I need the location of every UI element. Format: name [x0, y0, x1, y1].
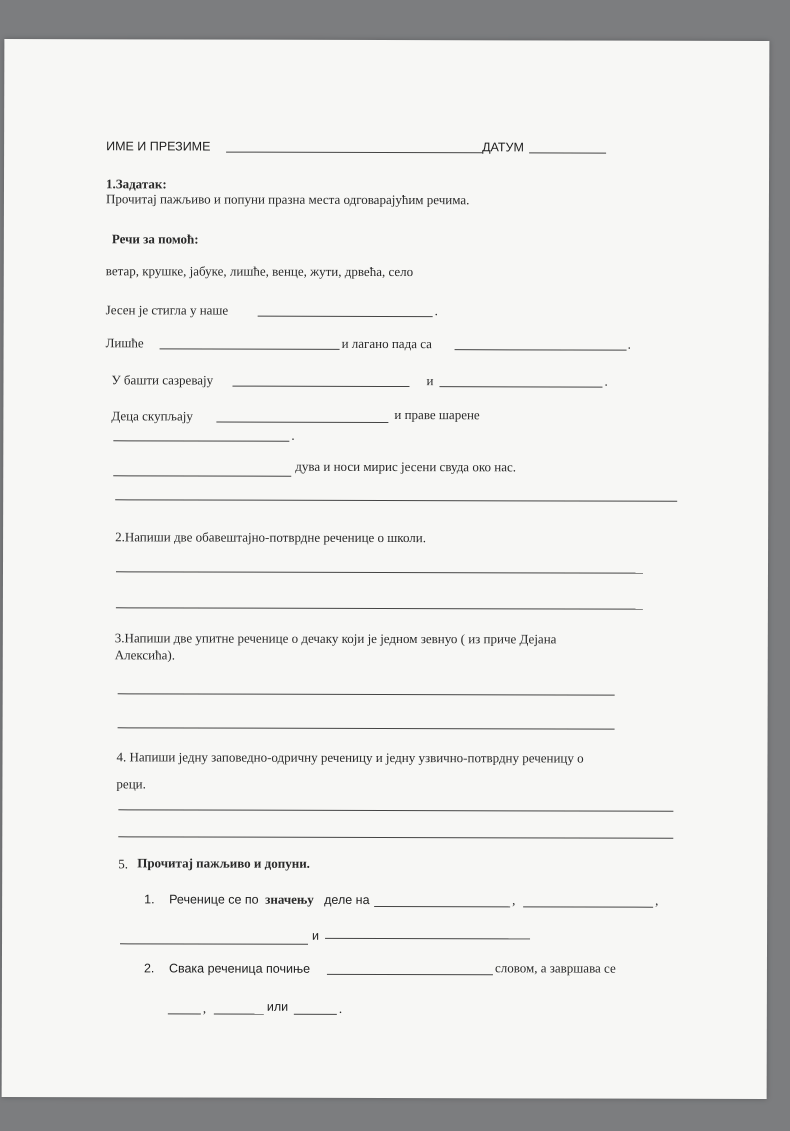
- task5-item1-and: и: [312, 928, 320, 943]
- sentence5-text: дува и носи мирис јесени свуда око нас.: [295, 458, 517, 475]
- worksheet-page: [2, 39, 770, 1099]
- sentence3-dot: .: [604, 373, 608, 389]
- task5-item1-comma-2: ,: [655, 892, 659, 908]
- task5-item2-dot: .: [338, 1000, 343, 1016]
- help-words-heading: Речи за помоћ:: [111, 231, 199, 247]
- task5-item2-text-a: Свака реченица почиње: [168, 961, 311, 976]
- task3-answer-line-1[interactable]: [118, 693, 615, 695]
- sentence4-blank-2[interactable]: [113, 440, 289, 441]
- task5-item2-blank-3[interactable]: [214, 1014, 264, 1015]
- sentence1-text: Јесен је стигла у наше: [105, 302, 229, 318]
- task3-text-line1: 3.Напиши две упитне реченице о дечаку који је једном зевнуо ( из приче Дејана: [114, 630, 557, 647]
- task4-text-line2: реци.: [116, 776, 146, 792]
- task5-item2-number: 2.: [143, 961, 155, 976]
- sentence4-blank-1[interactable]: [216, 422, 388, 423]
- task2-text: 2.Напиши две обавештајно-потврдне реченице о школи.: [115, 529, 427, 546]
- sentence1-blank[interactable]: [258, 316, 433, 317]
- help-words-list: ветар, крушке, јабуке, лишће, венце, жути, дрвећа, село: [105, 263, 414, 280]
- task5-title: Прочитај пажљиво и допуни.: [137, 855, 310, 871]
- task5-item2-blank-1[interactable]: [327, 974, 493, 975]
- sentence3-blank-2[interactable]: [439, 386, 602, 387]
- task5-item2-or: или: [266, 999, 289, 1014]
- task4-answer-line-1[interactable]: [118, 809, 673, 811]
- sentence2-text-b: и лагано пада са: [341, 335, 432, 352]
- sentence1-dot: .: [434, 303, 438, 319]
- sentence3-text-a: У башти сазревају: [111, 372, 214, 388]
- sentence2-text-a: Лишће: [105, 335, 144, 351]
- task1-title: 1.Задатак:: [105, 176, 167, 192]
- sentence2-dot: .: [627, 336, 631, 352]
- task5-item2-comma: ,: [202, 1000, 207, 1016]
- task4-text-line1: 4. Напиши једну заповедно-одричну реченицу и једну узвично-потврдну реченицу о: [116, 749, 584, 766]
- task5-item2-text-b: словом, а завршава се: [494, 960, 616, 976]
- task5-item2-blank-2[interactable]: [168, 1013, 201, 1014]
- task5-item1-blank-3[interactable]: [120, 943, 308, 944]
- task5-item1-blank-4[interactable]: [325, 938, 530, 940]
- task5-item1-text-a: Реченице се по: [169, 892, 259, 907]
- sentence4-text-a: Деца скупљају: [111, 408, 193, 424]
- task5-item1-number: 1.: [144, 892, 155, 907]
- name-blank[interactable]: [226, 152, 482, 154]
- task2-answer-line-1[interactable]: [116, 571, 643, 573]
- task5-item1-blank-2[interactable]: [523, 906, 653, 907]
- name-label: ИМЕ И ПРЕЗИМЕ: [106, 139, 211, 154]
- date-blank[interactable]: [529, 152, 606, 153]
- task5-item1-bold: значењу: [265, 891, 314, 907]
- task4-answer-line-2[interactable]: [118, 836, 673, 838]
- sentence2-blank-1[interactable]: [160, 348, 340, 349]
- sentence4-dot: .: [291, 427, 295, 443]
- date-label: ДАТУМ: [482, 140, 524, 155]
- task5-item1-text-b: деле на: [324, 892, 370, 907]
- task5-item1-comma-1: ,: [512, 892, 516, 908]
- sentence3-blank-1[interactable]: [232, 386, 409, 387]
- sentence5-blank[interactable]: [113, 475, 291, 476]
- task3-text-line2: Алексића).: [114, 647, 176, 663]
- sentence3-and: и: [426, 373, 434, 389]
- task2-answer-line-2[interactable]: [116, 607, 643, 609]
- task5-item2-blank-4[interactable]: [294, 1014, 337, 1015]
- task5-number: 5.: [118, 856, 128, 872]
- task3-answer-line-2[interactable]: [118, 727, 615, 729]
- task1-instruction: Прочитај пажљиво и попуни празна места одговарајућим речима.: [105, 191, 470, 208]
- task5-item1-blank-1[interactable]: [374, 906, 510, 907]
- sentence4-text-b: и праве шарене: [394, 407, 480, 423]
- task1-answer-line[interactable]: [115, 499, 677, 501]
- sentence2-blank-2[interactable]: [455, 349, 627, 350]
